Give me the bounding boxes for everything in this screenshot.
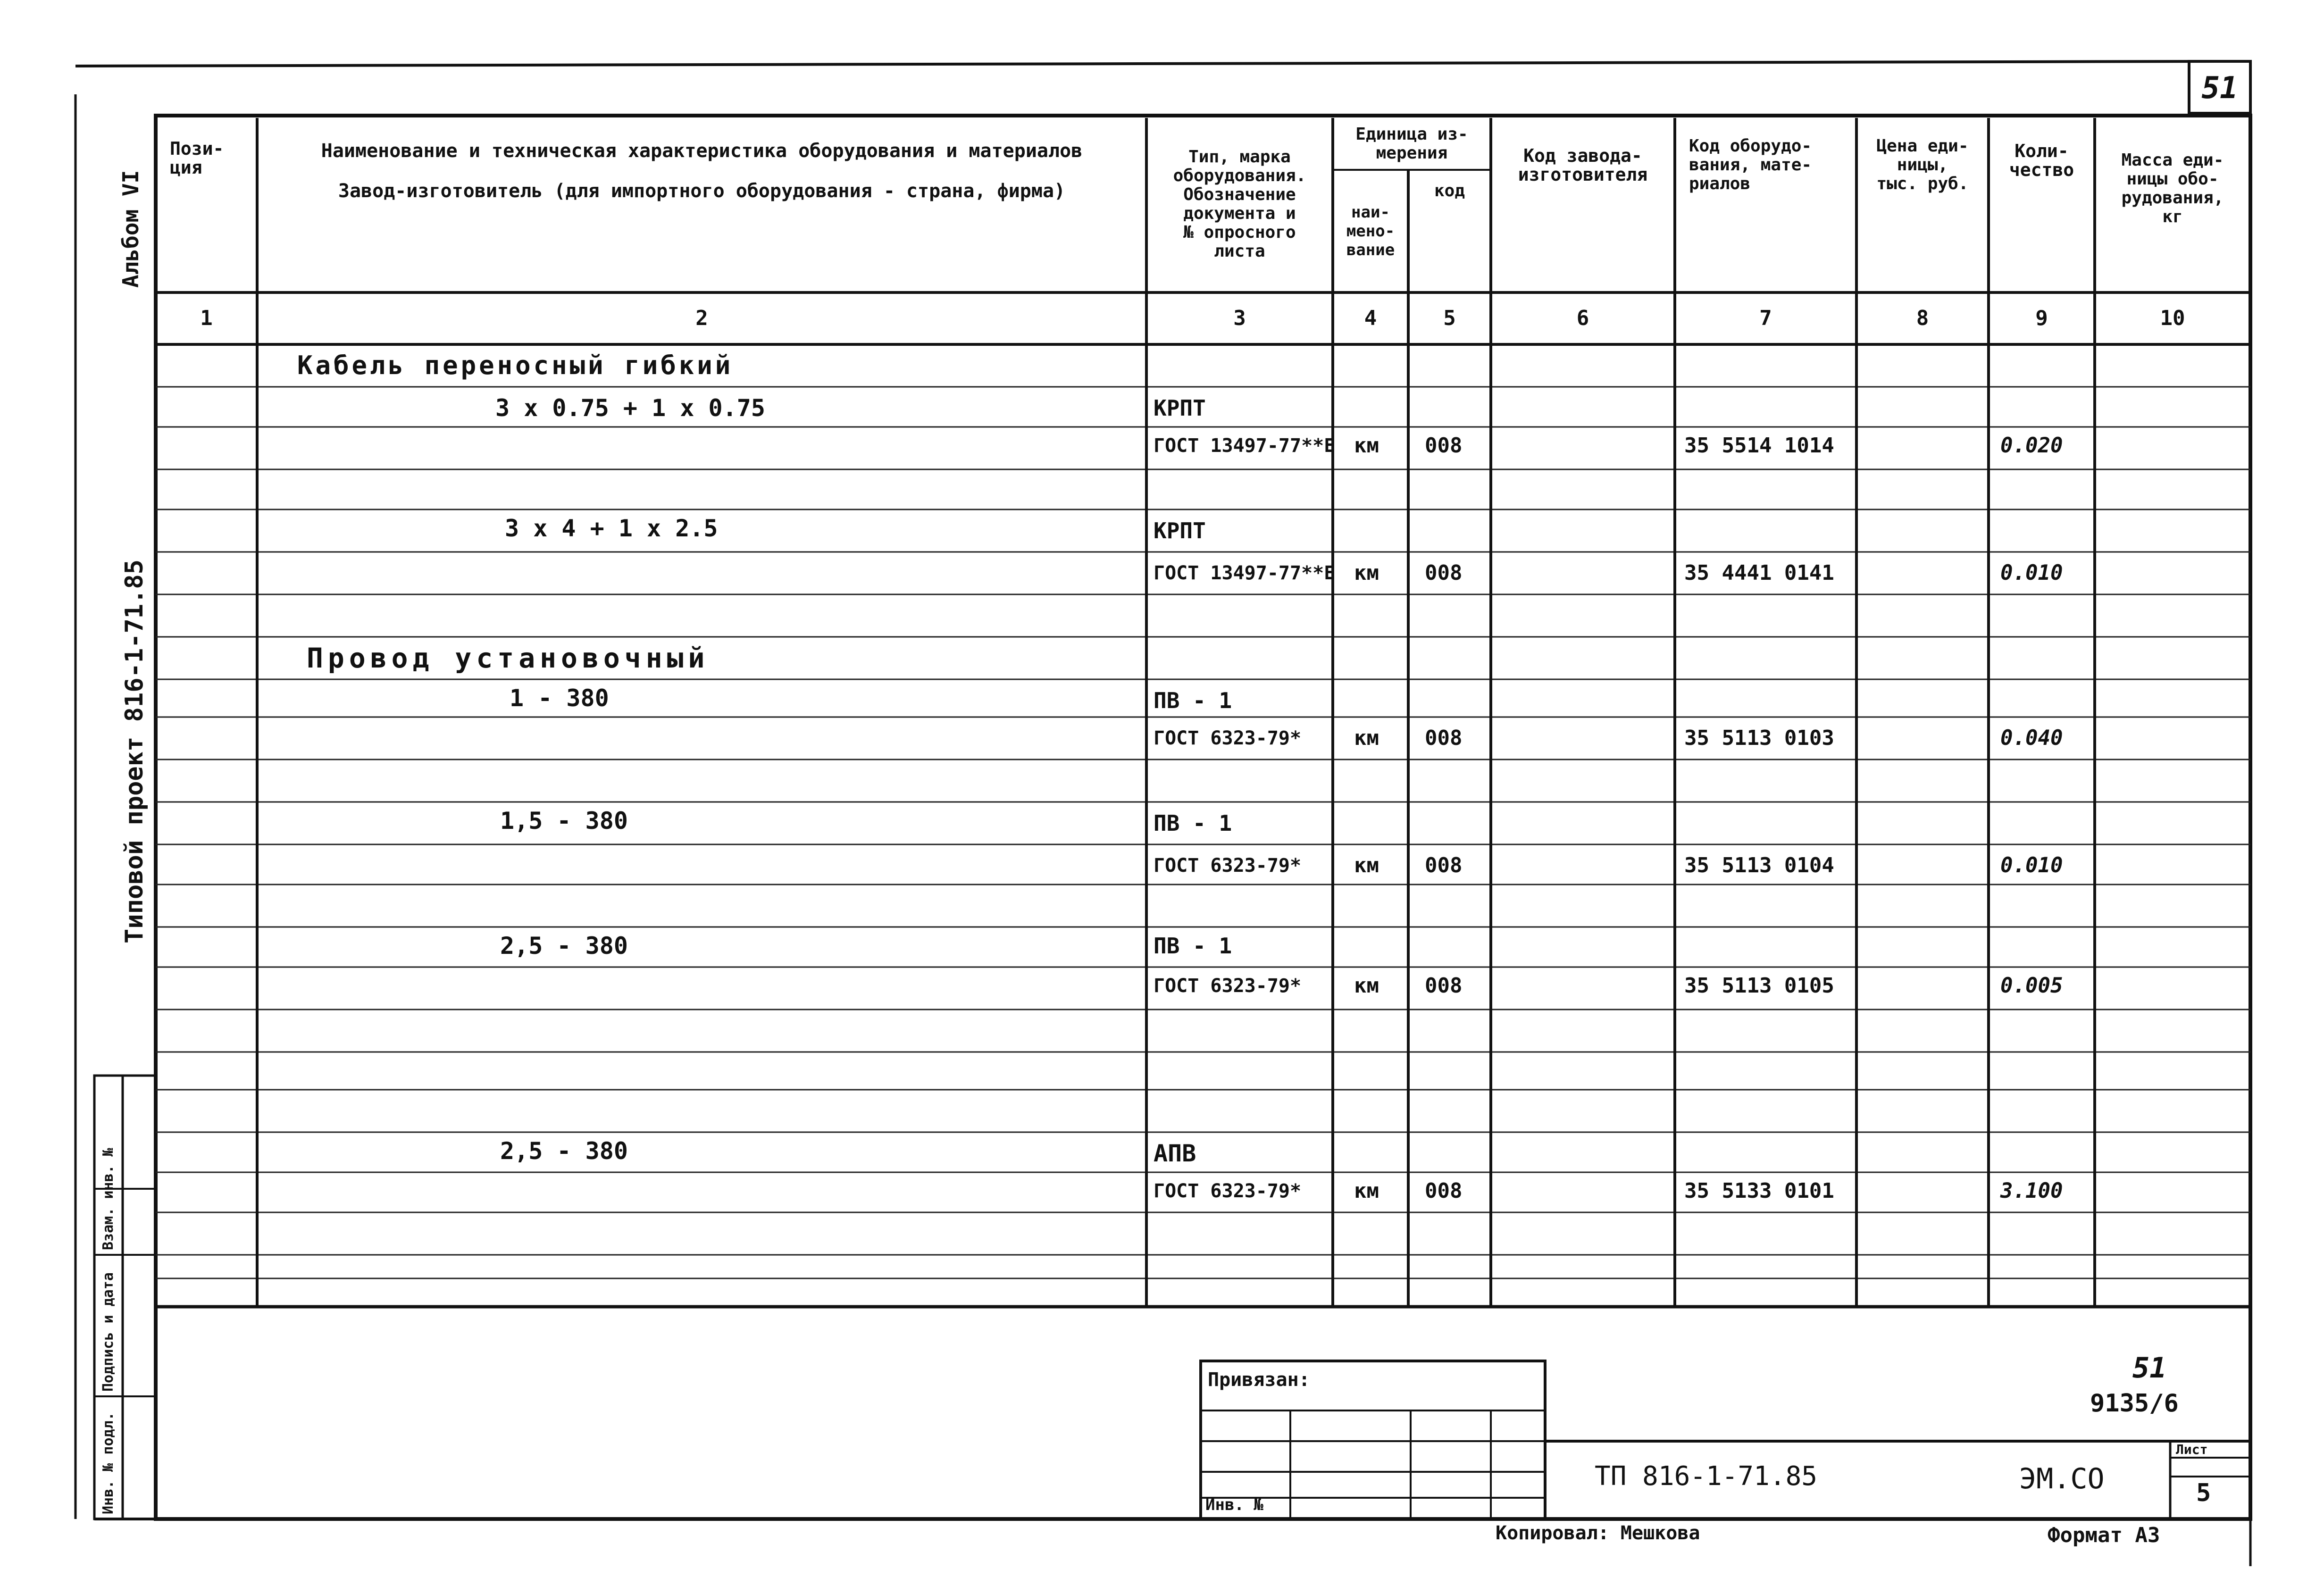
header-type: Тип, марка оборудования. Обозначение документа и № опросного листа	[1173, 147, 1306, 261]
item-quantity: 3.100	[2000, 1179, 2063, 1203]
item-standard: ГОСТ 13497-77**Е	[1154, 562, 1336, 584]
header-name-line2: Завод-изготовитель (для импортного оборудования - страна, фирма)	[338, 180, 1066, 202]
stamp-page-ref: 51	[2132, 1352, 2167, 1385]
item-unit: км	[1354, 1179, 1379, 1203]
section-wire-title: Провод установочный	[307, 642, 710, 674]
item-type: ПВ - 1	[1154, 810, 1232, 836]
item-name: 2,5 - 380	[500, 1137, 628, 1165]
item-unit-code: 008	[1425, 974, 1463, 998]
stamp-archive-no: 9135/6	[2090, 1389, 2179, 1418]
header-unit-code: код	[1434, 181, 1465, 200]
header-plant-code: Код завода- изготовителя	[1518, 145, 1648, 185]
item-name: 1 - 380	[510, 684, 609, 712]
header-name-line1: Наименование и техническая характеристика оборудования и материалов	[321, 140, 1083, 162]
col-number: 7	[1759, 306, 1772, 330]
item-type: КРПТ	[1154, 395, 1206, 421]
item-unit-code: 008	[1425, 726, 1463, 750]
item-code: 35 5133 0101	[1684, 1179, 1834, 1203]
col-number: 6	[1576, 306, 1589, 330]
item-code: 35 5113 0104	[1684, 853, 1834, 877]
stamp-doc-mark: ЭМ.СО	[2019, 1462, 2105, 1495]
col-number: 8	[1916, 306, 1929, 330]
col-number: 10	[2160, 306, 2185, 330]
stamp-copied-by: Копировал: Мешкова	[1496, 1522, 1700, 1544]
item-standard: ГОСТ 6323-79*	[1154, 1180, 1302, 1202]
item-type: КРПТ	[1154, 518, 1206, 543]
item-standard: ГОСТ 6323-79*	[1154, 855, 1302, 876]
item-quantity: 0.040	[2000, 726, 2063, 750]
header-position: Пози- ция	[170, 138, 224, 178]
header-unit-name: наи- мено- вание	[1346, 203, 1395, 259]
item-type: ПВ - 1	[1154, 688, 1232, 713]
item-standard: ГОСТ 6323-79*	[1154, 727, 1302, 749]
col-number: 9	[2035, 306, 2048, 330]
stamp-sheet-label: Лист	[2176, 1442, 2208, 1457]
item-name: 2,5 - 380	[500, 932, 628, 960]
col-number: 1	[200, 306, 213, 330]
col-number: 5	[1443, 306, 1456, 330]
project-label: Типовой проект 816-1-71.85	[120, 559, 149, 943]
item-unit: км	[1354, 974, 1379, 998]
item-type: ПВ - 1	[1154, 933, 1232, 959]
item-unit-code: 008	[1425, 434, 1463, 458]
item-code: 35 5514 1014	[1684, 434, 1834, 458]
item-unit: км	[1354, 561, 1379, 585]
item-unit-code: 008	[1425, 853, 1463, 877]
item-name: 3 x 0.75 + 1 x 0.75	[495, 394, 765, 422]
stamp-attached: Привязан:	[1208, 1369, 1310, 1391]
item-standard: ГОСТ 13497-77**Е	[1154, 435, 1336, 457]
item-name: 1,5 - 380	[500, 807, 628, 835]
header-unit-mass: Масса еди- ницы обо- рудования, кг	[2121, 150, 2224, 226]
stamp-inv-no: Инв. №	[1205, 1495, 1263, 1514]
item-standard: ГОСТ 6323-79*	[1154, 975, 1302, 997]
stamp-signature-label: Подпись и дата	[100, 1272, 117, 1392]
header-unit-price: Цена еди- ницы, тыс. руб.	[1876, 136, 1969, 193]
sheet-number: 51	[2201, 71, 2238, 106]
item-code: 35 4441 0141	[1684, 561, 1834, 585]
header-quantity: Коли- чество	[2009, 141, 2074, 180]
item-quantity: 0.010	[2000, 853, 2063, 877]
col-number: 2	[695, 306, 708, 330]
item-code: 35 5113 0105	[1684, 974, 1834, 998]
header-equipment-code: Код оборудо- вания, мате- риалов	[1689, 136, 1812, 193]
item-type: АПВ	[1154, 1140, 1196, 1167]
album-label: Альбом VI	[118, 170, 143, 288]
stamp-sheet-value: 5	[2196, 1479, 2211, 1507]
item-name: 3 x 4 + 1 x 2.5	[505, 515, 718, 542]
item-unit-code: 008	[1425, 561, 1463, 585]
section-cable-title: Кабель переносный гибкий	[297, 351, 734, 380]
stamp-format: Формат А3	[2048, 1523, 2160, 1547]
col-number: 4	[1364, 306, 1377, 330]
stamp-inv-label: Инв. № подл.	[100, 1412, 117, 1514]
item-unit: км	[1354, 853, 1379, 877]
item-unit: км	[1354, 434, 1379, 458]
item-quantity: 0.010	[2000, 561, 2063, 585]
item-quantity: 0.005	[2000, 974, 2063, 998]
header-unit-group: Единица из- мерения	[1355, 125, 1468, 163]
stamp-project-code: ТП 816-1-71.85	[1595, 1461, 1818, 1492]
item-code: 35 5113 0103	[1684, 726, 1834, 750]
item-quantity: 0.020	[2000, 434, 2063, 458]
stamp-replace-label: Взам. инв. №	[100, 1148, 117, 1250]
item-unit-code: 008	[1425, 1179, 1463, 1203]
col-number: 3	[1233, 306, 1246, 330]
item-unit: км	[1354, 726, 1379, 750]
